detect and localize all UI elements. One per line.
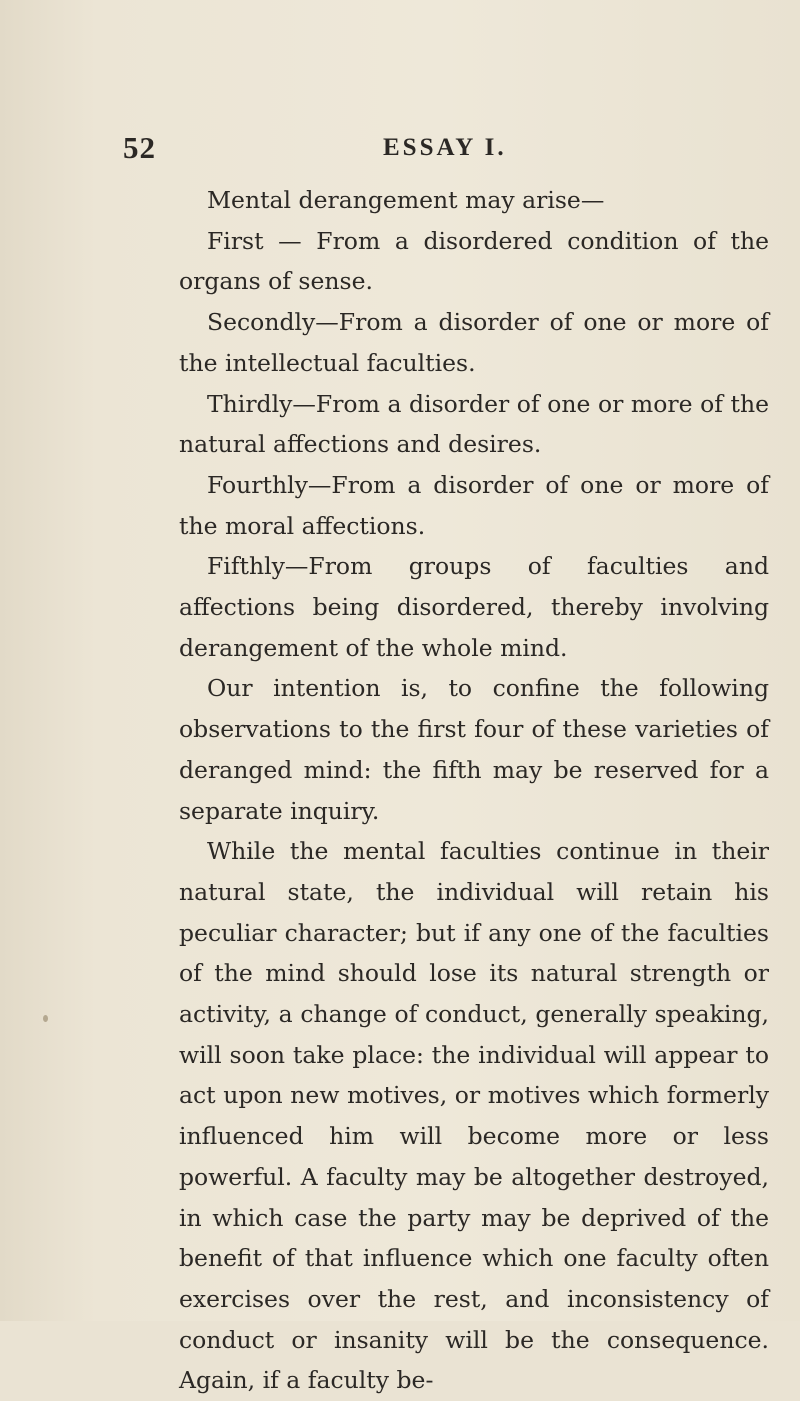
paragraph-fifthly: Fifthly—From groups of faculties and affections being disordered, thereby involving derangement of the whole mind. [179, 552, 769, 662]
paragraph-faculties: While the mental faculties continue in their natural state, the individual will retain his peculiar character; but if any one of the faculties of the mind should lose its natural strength or activity, a change of conduct, generally speaking, will soon take place: the individual will appear to act upon new motives, or motives which formerly influenced him will become more or less powerful. A faculty may be altogether destroyed, in which case the party may be deprived of the benefit of that influence which one faculty often exercises over the rest, and inconsistency of conduct or insanity will be the consequence. Again, if a faculty be- [179, 837, 769, 1395]
paragraph-thirdly: Thirdly—From a disorder of one or more of the natural affections and desires. [179, 389, 769, 459]
paragraph-intro: Mental derangement may arise— [207, 186, 605, 214]
page-number: 52 [123, 130, 156, 165]
paragraph-secondly: Secondly—From a disorder of one or more of the intellectual faculties. [179, 308, 769, 377]
paper-speck [43, 1015, 48, 1022]
running-head [123, 130, 683, 166]
running-title: ESSAY I. [383, 134, 507, 161]
paragraph-fourthly: Fourthly—From a disorder of one or more of the moral affections. [179, 470, 769, 540]
body-text [179, 180, 769, 1401]
paragraph-intention: Our intention is, to confine the following observations to the first four of these varieties of deranged mind: the fifth may be reserved for a separate inquiry. [179, 674, 769, 825]
paragraph-first: First — From a disordered condition of the organs of sense. [179, 226, 769, 296]
